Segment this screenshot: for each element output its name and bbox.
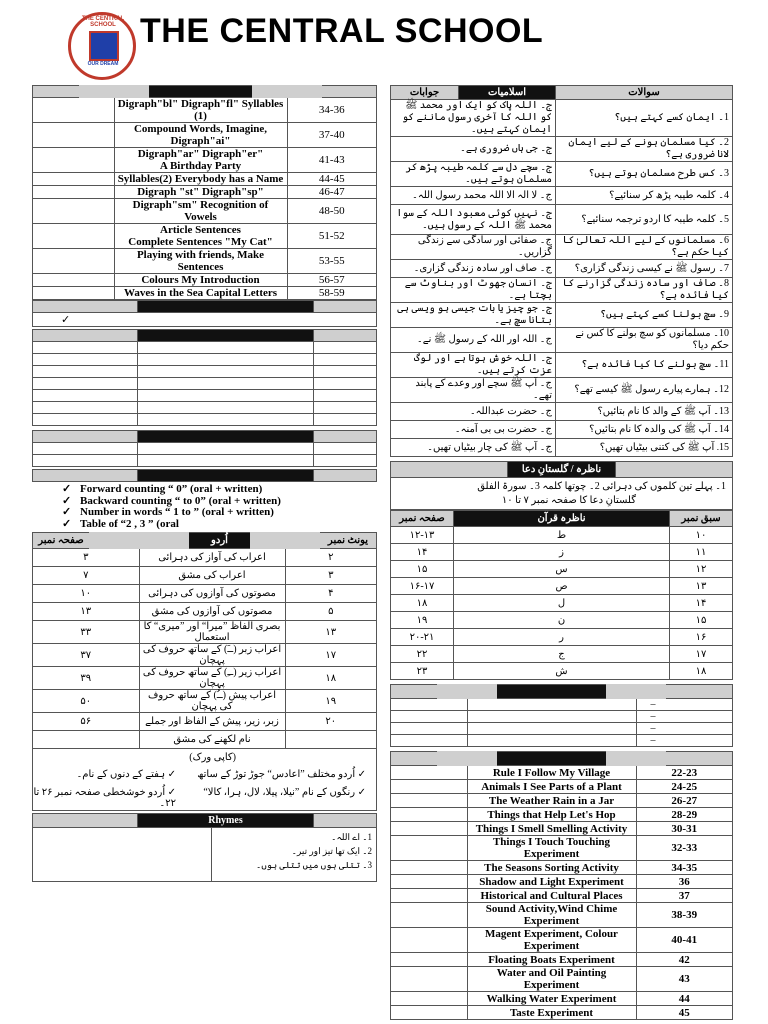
- dash-4: –: [636, 735, 733, 747]
- dash-3: –: [636, 723, 733, 735]
- nazra-letter: س: [454, 561, 670, 578]
- urdu-row: [33, 621, 377, 644]
- urdu-unit: ۲: [285, 549, 377, 567]
- urdu-unit: ۱۳: [285, 621, 377, 644]
- science-topic: Walking Water Experiment: [467, 992, 636, 1006]
- nazra-letter: ز: [454, 544, 670, 561]
- urdu-page: ۱۳: [33, 603, 140, 621]
- science-row: [391, 766, 733, 780]
- english-row: [33, 186, 377, 199]
- nazra-lesson: ۱۸: [670, 663, 733, 680]
- islamiyat-question: 2۔ کیا مسلمان ہونے کے لیے ایمان لانا ضروری ہے؟: [556, 137, 733, 162]
- english-pages: 41-43: [287, 148, 377, 173]
- urdu-topic: اعراب زبر (ــَ) کے ساتھ حروف کی پہچان: [139, 644, 285, 667]
- english-row: [33, 249, 377, 274]
- urdu-row: [33, 585, 377, 603]
- urdu-unit: ۴: [285, 585, 377, 603]
- science-pages: 44: [636, 992, 733, 1006]
- math-item: ✓ Table of “2 , 3 ” (oral: [62, 517, 179, 530]
- note-1-right: ✓ اُردو مختلف ”اعادس“ جوڑ توڑ کے ساتھ: [197, 769, 366, 780]
- left-column: [32, 85, 377, 882]
- nazra-page: ۱۸: [391, 595, 454, 612]
- lesson-header: سبق نمبر: [670, 511, 733, 527]
- science-topic: Things that Help Let's Hop: [467, 808, 636, 822]
- science-row: [391, 794, 733, 808]
- english-topic: Digraph "st" Digraph"sp": [114, 186, 287, 199]
- english-pages: 53-55: [287, 249, 377, 274]
- science-table: [390, 751, 733, 1020]
- nazra-page: ۲۲: [391, 646, 454, 663]
- islamiyat-question: 14۔ آپ ﷺ کی والدہ کا نام بتائیں؟: [556, 421, 733, 439]
- islamiyat-question: 13۔ آپ ﷺ کے والد کا نام بتائیں؟: [556, 403, 733, 421]
- science-topic: Water and Oil Painting Experiment: [467, 967, 636, 992]
- urdu-table: [32, 532, 377, 749]
- nazra-row: [391, 663, 733, 680]
- islamiyat-row: [391, 162, 733, 187]
- islamiyat-question: 9۔ سچ بولنا کسے کہتے ہیں؟: [556, 303, 733, 328]
- urdu-unit: ۵: [285, 603, 377, 621]
- nazra-letter: ر: [454, 629, 670, 646]
- islamiyat-row: [391, 235, 733, 260]
- science-topic: Animals I See Parts of a Plant: [467, 780, 636, 794]
- science-row: [391, 967, 733, 992]
- islamiyat-row: [391, 421, 733, 439]
- science-pages: 34-35: [636, 861, 733, 875]
- science-pages: 42: [636, 953, 733, 967]
- english-row: [33, 123, 377, 148]
- islamiyat-answer: ج۔ آپ ﷺ کی چار بیٹیاں تھیں۔: [391, 439, 556, 457]
- dash-1: –: [636, 699, 733, 711]
- urdu-row: [33, 567, 377, 585]
- nazra-lesson: ۱۴: [670, 595, 733, 612]
- science-topic: The Weather Rain in a Jar: [467, 794, 636, 808]
- science-row: [391, 836, 733, 861]
- page-title: THE CENTRAL SCHOOL: [140, 12, 544, 50]
- nazra-lesson: ۱۳: [670, 578, 733, 595]
- islamiyat-header: اسلامیات: [459, 86, 556, 100]
- urdu-unit-header: یونٹ نمبر: [285, 533, 377, 549]
- english-topic: Digraph"sm" Recognition of Vowels: [114, 199, 287, 224]
- science-pages: 37: [636, 889, 733, 903]
- nazra-label-table: [390, 461, 733, 478]
- logo-emblem: [89, 31, 119, 61]
- urdu-row: [33, 713, 377, 731]
- nazra-page: ۱۶-۱۷: [391, 578, 454, 595]
- nazra-page: ۱۹: [391, 612, 454, 629]
- islamiyat-answer: ج۔ انسان جھوٹ اور بناوٹ سے بچتا ہے۔: [391, 278, 556, 303]
- islamiyat-answer: ج۔ اللہ اور اللہ کے رسول ﷺ نے۔: [391, 328, 556, 353]
- rhymes-list: [212, 828, 376, 881]
- nazra-table: [390, 510, 733, 680]
- islamiyat-row: [391, 303, 733, 328]
- nazra-lesson: ۱۵: [670, 612, 733, 629]
- science-pages: 40-41: [636, 928, 733, 953]
- urdu-topic: اعراب پیش (ــُ) کے ساتھ حروف کی پہچان: [139, 690, 285, 713]
- english-topic: Compound Words, Imagine, Digraph"ai": [114, 123, 287, 148]
- english-pages: 34-36: [287, 98, 377, 123]
- science-pages: 45: [636, 1006, 733, 1020]
- nazra-notes: [390, 478, 733, 510]
- islamiyat-answer: ج۔ آپ ﷺ سچے اور وعدے کے پابند تھے۔: [391, 378, 556, 403]
- english-row: [33, 148, 377, 173]
- science-row: [391, 928, 733, 953]
- blank-table-2: [32, 430, 377, 467]
- islamiyat-row: [391, 260, 733, 278]
- right-column: [390, 85, 733, 1020]
- math-item: ✓ Forward counting “ 0” (oral + written): [62, 483, 263, 495]
- english-pages: 37-40: [287, 123, 377, 148]
- urdu-topic: اعراب زیر (ــِ) کے ساتھ حروف کی پہچان: [139, 667, 285, 690]
- nazra-lesson: ۱۰: [670, 527, 733, 544]
- urdu-row: [33, 603, 377, 621]
- science-topic: Magent Experiment, Colour Experiment: [467, 928, 636, 953]
- islamiyat-answer: ج۔ نہیں کوئی معبود اللہ کے سوا محمد ﷺ اللہ کے رسول ہیں۔: [391, 205, 556, 235]
- nazra-lesson: ۱۲: [670, 561, 733, 578]
- urdu-page: ۵۶: [33, 713, 140, 731]
- science-topic: Things I Touch Touching Experiment: [467, 836, 636, 861]
- nazra-letter: ص: [454, 578, 670, 595]
- urdu-unit: ۲۰: [285, 713, 377, 731]
- nazra-row: [391, 595, 733, 612]
- nazra-row: [391, 646, 733, 663]
- note-2-right: ✓ رنگوں کے نام ”نیلا، پیلا، لال، ہرا، کالا“: [203, 787, 366, 798]
- science-row: [391, 992, 733, 1006]
- islamiyat-answer: ج۔ لا الہ الا اللہ محمد رسول اللہ۔: [391, 187, 556, 205]
- dash-2: –: [636, 711, 733, 723]
- islamiyat-question: 3۔ کس طرح مسلمان ہوتے ہیں؟: [556, 162, 733, 187]
- islamiyat-row: [391, 205, 733, 235]
- science-topic: Things I Smell Smelling Activity: [467, 822, 636, 836]
- science-topic: Shadow and Light Experiment: [467, 875, 636, 889]
- rhymes-box: [32, 828, 377, 882]
- islamiyat-answer: ج۔ جو چیز یا بات جیسی ہو ویسی ہی بتانا سچ ہے۔: [391, 303, 556, 328]
- islamiyat-question: 15۔ آپ ﷺ کی کتنی بیٹیاں تھیں؟: [556, 439, 733, 457]
- islamiyat-answer: ج۔ اللہ خوش ہوتا ہے اور لوگ عزت کرتے ہیں۔: [391, 353, 556, 378]
- copy-work-label: (کاپی ورک): [189, 752, 236, 763]
- islamiyat-question: 7۔ رسول ﷺ نے کیسی زندگی گزاری؟: [556, 260, 733, 278]
- science-pages: 38-39: [636, 903, 733, 928]
- islamiyat-answer: ج۔ حضرت بی بی آمنہ۔: [391, 421, 556, 439]
- english-row: [33, 199, 377, 224]
- nazra-line-1: 1۔ پہلے تین کلموں کی دہرائی 2۔ چوتھا کلمہ 3۔ سورۃ الفلق: [477, 481, 726, 492]
- nazra-row: [391, 544, 733, 561]
- english-pages: 46-47: [287, 186, 377, 199]
- urdu-page: ۷: [33, 567, 140, 585]
- blank-table-1: [32, 329, 377, 426]
- science-pages: 26-27: [636, 794, 733, 808]
- islamiyat-row: [391, 439, 733, 457]
- english-row: [33, 224, 377, 249]
- urdu-topic: زبر، زیر، پیش کے الفاظ اور جملے: [139, 713, 285, 731]
- science-row: [391, 889, 733, 903]
- urdu-topic: مصوتوں کی آوازوں کی مشق: [139, 603, 285, 621]
- english-row: [33, 173, 377, 186]
- english-topic: Article Sentences Complete Sentences "My Cat": [114, 224, 287, 249]
- nazra-page: ۱۲-۱۳: [391, 527, 454, 544]
- nazra-lesson: ۱۷: [670, 646, 733, 663]
- urdu-unit: ۳: [285, 567, 377, 585]
- islamiyat-row: [391, 328, 733, 353]
- urdu-row: [33, 690, 377, 713]
- urdu-page: ۳۹: [33, 667, 140, 690]
- urdu-unit: ۱۷: [285, 644, 377, 667]
- islamiyat-question: 8۔ صاف اور سادہ زندگی گزارنے کا کیا فائدہ ہے؟: [556, 278, 733, 303]
- english-topic: Syllables(2) Everybody has a Name: [114, 173, 287, 186]
- check-mark: ✓: [61, 314, 71, 326]
- islamiyat-question: 4۔ کلمہ طیبہ پڑھ کر سنائیے؟: [556, 187, 733, 205]
- science-topic: The Seasons Sorting Activity: [467, 861, 636, 875]
- logo-caption: OUR DREAM: [87, 61, 119, 67]
- science-row: [391, 1006, 733, 1020]
- english-pages: 56-57: [287, 274, 377, 287]
- islamiyat-answer: ج۔ اللہ پاک کو ایک اور محمد ﷺ کو اللہ کا آخری رسول ماننے کو ایمان کہتے ہیں۔: [391, 100, 556, 137]
- urdu-page: ۵۰: [33, 690, 140, 713]
- math-table: [32, 469, 377, 482]
- islamiyat-question: 11۔ سچ بولنے کا کیا فائدہ ہے؟: [556, 353, 733, 378]
- nazra-quran-header: ناظرہ قرآن: [454, 511, 670, 527]
- english-checklist: [32, 300, 377, 327]
- islamiyat-row: [391, 100, 733, 137]
- math-item: ✓ Number in words “ 1 to ” (oral + written): [62, 506, 274, 518]
- nazra-letter: ل: [454, 595, 670, 612]
- science-topic: Floating Boats Experiment: [467, 953, 636, 967]
- rhyme-item: 2۔ ایک تھا تیز اور تیر۔: [291, 846, 372, 856]
- urdu-row: [33, 644, 377, 667]
- english-topic: Digraph"ar" Digraph"er" A Birthday Party: [114, 148, 287, 173]
- islamiyat-question: 5۔ کلمہ طیبہ کا اردو ترجمہ سنائیے؟: [556, 205, 733, 235]
- nazra-letter: ن: [454, 612, 670, 629]
- urdu-page: ۳: [33, 549, 140, 567]
- english-topic: Playing with friends, Make Sentences: [114, 249, 287, 274]
- islamiyat-answer: ج۔ صاف اور سادہ زندگی گزاری۔: [391, 260, 556, 278]
- islamiyat-row: [391, 378, 733, 403]
- urdu-topic: بصری الفاظ ”میرا“ اور ”میری“ کا استعمال: [139, 621, 285, 644]
- islamiyat-row: [391, 187, 733, 205]
- urdu-notes: [32, 749, 377, 811]
- urdu-page-header: صفحہ نمبر: [33, 533, 140, 549]
- urdu-row: [33, 549, 377, 567]
- urdu-unit: ۱۸: [285, 667, 377, 690]
- english-row: [33, 287, 377, 300]
- logo-ring-text: THE CENTRAL SCHOOL: [81, 16, 125, 28]
- urdu-unit: ۱۹: [285, 690, 377, 713]
- science-topic: Rule I Follow My Village: [467, 766, 636, 780]
- nazra-letter: ج: [454, 646, 670, 663]
- science-pages: 24-25: [636, 780, 733, 794]
- nazra-page-header: صفحہ نمبر: [391, 511, 454, 527]
- note-1-left: ✓ ہفتے کے دنوں کے نام۔: [76, 769, 176, 780]
- dash-table: [390, 684, 733, 747]
- questions-header: سوالات: [556, 86, 733, 100]
- islamiyat-answer: ج۔ صفائی اور سادگی سے زندگی گزاریں۔: [391, 235, 556, 260]
- urdu-topic: اعراب کی مشق: [139, 567, 285, 585]
- nazra-row: [391, 612, 733, 629]
- english-topic: Digraph"bl" Digraph"fl" Syllables (1): [114, 98, 287, 123]
- math-item: ✓ Backward counting “ to 0” (oral + written): [62, 494, 281, 507]
- urdu-topic: اعراب کی آواز کی دہرائی: [139, 549, 285, 567]
- science-row: [391, 875, 733, 889]
- urdu-topic: مصوتوں کی آوازوں کی دہرائی: [139, 585, 285, 603]
- nazra-lesson: ۱۶: [670, 629, 733, 646]
- nazra-page: ۱۵: [391, 561, 454, 578]
- english-pages: 44-45: [287, 173, 377, 186]
- english-row: [33, 274, 377, 287]
- science-row: [391, 780, 733, 794]
- islamiyat-answer: ج۔ جی ہاں ضروری ہے۔: [391, 137, 556, 162]
- science-pages: 36: [636, 875, 733, 889]
- science-row: [391, 861, 733, 875]
- math-list: [32, 484, 377, 530]
- urdu-page: ۱۰: [33, 585, 140, 603]
- islamiyat-row: [391, 278, 733, 303]
- nazra-page: ۲۳: [391, 663, 454, 680]
- islamiyat-question: 1۔ ایمان کسے کہتے ہیں؟: [556, 100, 733, 137]
- science-pages: 32-33: [636, 836, 733, 861]
- nazra-page: ۲۰-۲۱: [391, 629, 454, 646]
- english-pages: 58-59: [287, 287, 377, 300]
- science-topic: Taste Experiment: [467, 1006, 636, 1020]
- nazra-row: [391, 629, 733, 646]
- rhyme-item: 3۔ تتلی ہوں میں تتلی ہوں۔: [256, 860, 372, 870]
- islamiyat-row: [391, 137, 733, 162]
- english-pages: 48-50: [287, 199, 377, 224]
- rhymes-header: Rhymes: [138, 814, 314, 828]
- islamiyat-answer: ج۔ سچے دل سے کلمہ طیبہ پڑھ کر مسلمان ہوتے ہیں۔: [391, 162, 556, 187]
- science-topic: Sound Activity,Wind Chime Experiment: [467, 903, 636, 928]
- nazra-row: [391, 561, 733, 578]
- science-row: [391, 808, 733, 822]
- urdu-extra-row: نام لکھنے کی مشق: [139, 731, 285, 749]
- islamiyat-table: [390, 85, 733, 457]
- urdu-page: ۳۷: [33, 644, 140, 667]
- islamiyat-question: 12۔ ہمارے پیارے رسول ﷺ کیسے تھے؟: [556, 378, 733, 403]
- islamiyat-question: 10۔ مسلمانوں کو سچ بولنے کا کس نے حکم دیا؟: [556, 328, 733, 353]
- nazra-row: [391, 578, 733, 595]
- islamiyat-row: [391, 353, 733, 378]
- nazra-page: ۱۴: [391, 544, 454, 561]
- rhymes-table: [32, 813, 377, 828]
- islamiyat-question: 6۔ مسلمانوں کے لیے اللہ تعالیٰ کا کیا حکم ہے؟: [556, 235, 733, 260]
- nazra-line-2: گلستانِ دعا کا صفحہ نمبر ۷ تا ۱۰: [501, 495, 636, 506]
- note-2-left: ✓ اُردو خوشخطی صفحہ نمبر ۲۶ تا ۲۲۔: [33, 787, 176, 809]
- english-pages: 51-52: [287, 224, 377, 249]
- english-row: [33, 98, 377, 123]
- english-topic: Colours My Introduction: [114, 274, 287, 287]
- nazra-letter: ط: [454, 527, 670, 544]
- rhyme-item: 1۔ اے اللہ۔: [331, 832, 372, 842]
- science-pages: 22-23: [636, 766, 733, 780]
- science-pages: 28-29: [636, 808, 733, 822]
- nazra-letter: ش: [454, 663, 670, 680]
- urdu-subject-header: اُردو: [139, 533, 285, 549]
- nazra-lesson: ۱۱: [670, 544, 733, 561]
- science-pages: 30-31: [636, 822, 733, 836]
- science-topic: Historical and Cultural Places: [467, 889, 636, 903]
- science-row: [391, 822, 733, 836]
- school-logo: [68, 12, 136, 80]
- nazra-header: ناظرہ / گلستانِ دعا: [508, 462, 616, 478]
- urdu-page: ۳۳: [33, 621, 140, 644]
- science-row: [391, 953, 733, 967]
- urdu-row: [33, 667, 377, 690]
- islamiyat-answer: ج۔ حضرت عبداللہ۔: [391, 403, 556, 421]
- science-pages: 43: [636, 967, 733, 992]
- nazra-row: [391, 527, 733, 544]
- english-topic: Waves in the Sea Capital Letters: [114, 287, 287, 300]
- answers-header: جوابات: [391, 86, 459, 100]
- english-table: [32, 85, 377, 300]
- islamiyat-row: [391, 403, 733, 421]
- science-row: [391, 903, 733, 928]
